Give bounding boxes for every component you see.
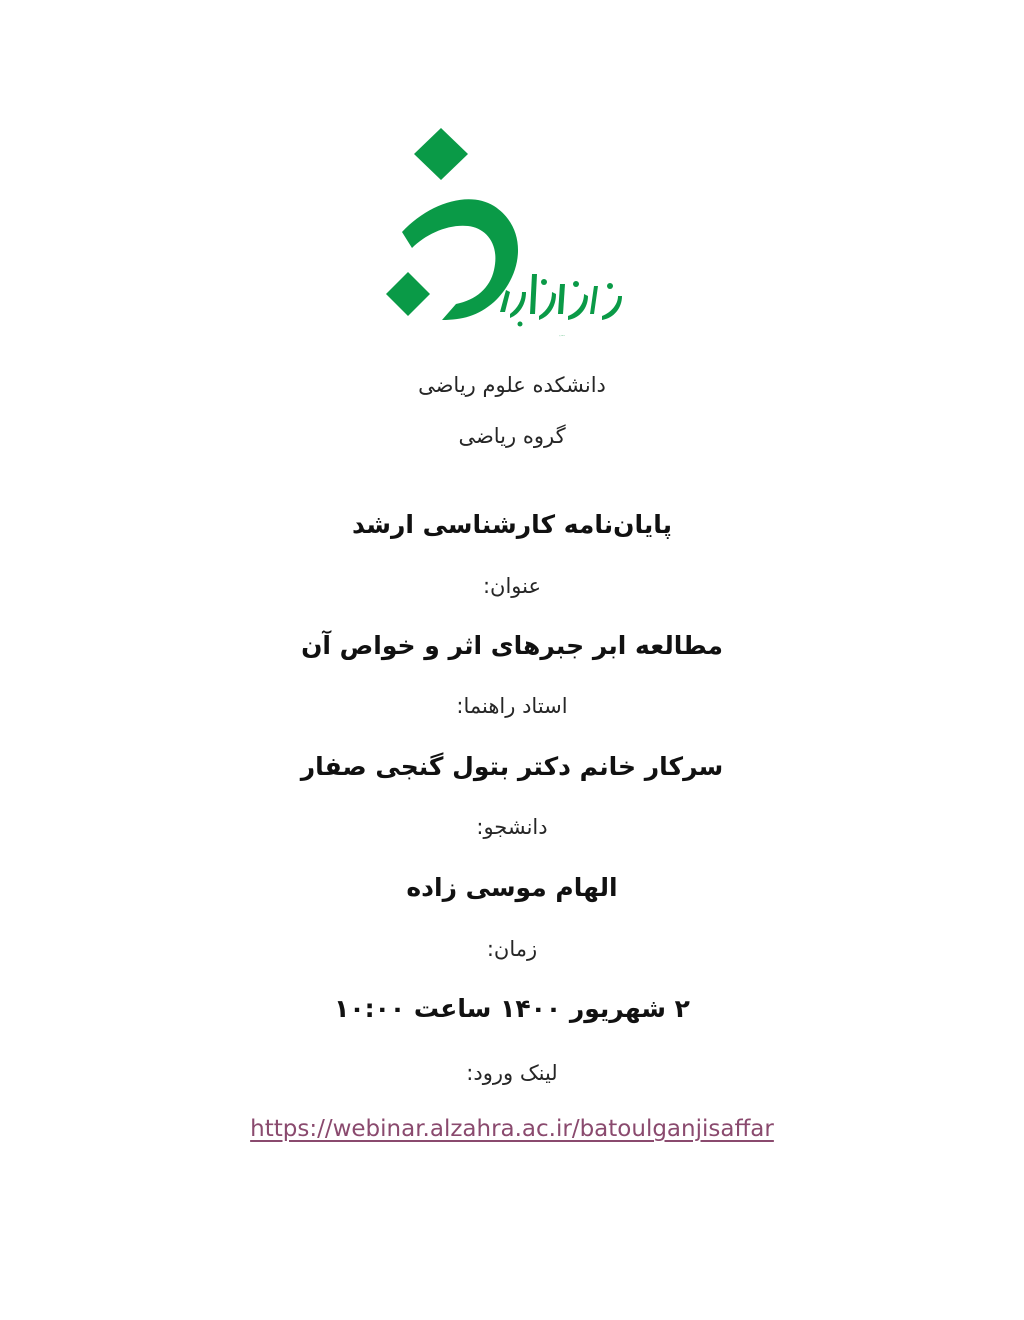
title-label: عنوان:	[482, 574, 542, 598]
thesis-title: مطالعه ابر جبرهای اثر و خواص آن	[301, 631, 723, 660]
student-label: دانشجو:	[476, 815, 548, 839]
thesis-type: پایان‌نامه کارشناسی ارشد	[351, 510, 673, 539]
alzahra-university-logo	[382, 124, 632, 339]
webinar-link[interactable]: https://webinar.alzahra.ac.ir/batoulganjisaffar	[250, 1116, 774, 1142]
advisor-label: استاد راهنما:	[456, 694, 568, 718]
faculty-name: دانشکده علوم ریاضی	[418, 373, 606, 397]
department-name: گروه ریاضی	[458, 424, 566, 448]
student-name: الهام موسی زاده	[406, 873, 618, 902]
advisor-name: سرکار خانم دکتر بتول گنجی صفار	[300, 752, 724, 781]
time-label: زمان:	[486, 937, 538, 961]
link-label: لینک ورود:	[466, 1061, 558, 1085]
defense-time: ۲ شهریور ۱۴۰۰ ساعت ۱۰:۰۰	[334, 994, 690, 1023]
logo-wordmark: دانشگاه الزهرا	[558, 336, 566, 337]
